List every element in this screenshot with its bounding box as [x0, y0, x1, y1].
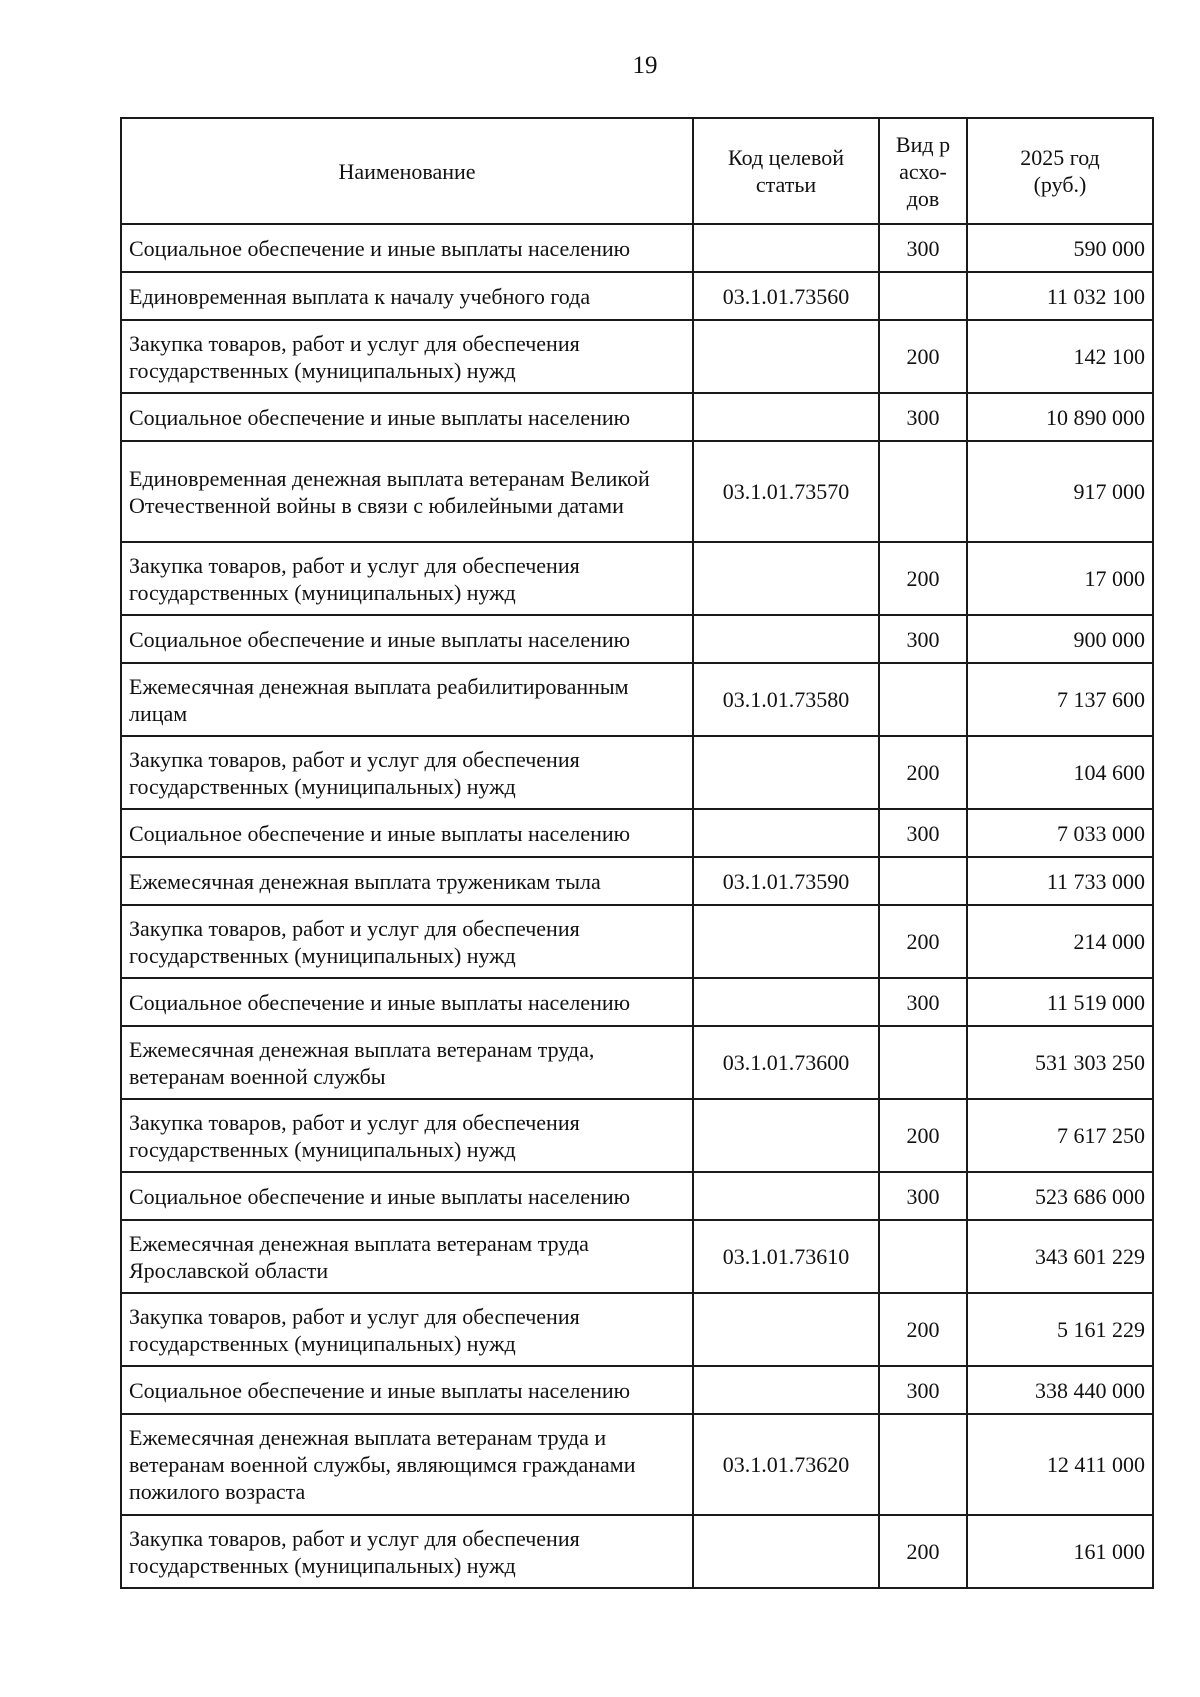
- row-type-cell: [879, 1220, 967, 1293]
- table-row: [121, 542, 1153, 615]
- row-name-cell: Закупка товаров, работ и услуг для обеспечения государственных (муниципальных) нужд: [121, 1515, 693, 1588]
- table-row: [121, 736, 1153, 809]
- row-type-cell: 200: [879, 1099, 967, 1172]
- row-code-cell: [693, 809, 879, 857]
- table-row: [121, 663, 1153, 736]
- row-type-cell: 200: [879, 736, 967, 809]
- table-row: [121, 320, 1153, 393]
- row-amount-cell: 5 161 229: [967, 1293, 1153, 1366]
- row-code-cell: 03.1.01.73610: [693, 1220, 879, 1293]
- table-row: [121, 224, 1153, 272]
- table-row: [121, 441, 1153, 542]
- table-row: [121, 978, 1153, 1026]
- header-amount-text: 2025 год (руб.): [1020, 145, 1100, 197]
- row-type-cell: [879, 857, 967, 905]
- row-type-cell: 300: [879, 615, 967, 663]
- table-row: [121, 1293, 1153, 1366]
- table-row: [121, 615, 1153, 663]
- row-code-cell: 03.1.01.73590: [693, 857, 879, 905]
- table-row: [121, 1220, 1153, 1293]
- row-name-cell: Социальное обеспечение и иные выплаты населению: [121, 224, 693, 272]
- row-type-cell: 300: [879, 809, 967, 857]
- row-code-cell: [693, 615, 879, 663]
- row-amount-cell: 10 890 000: [967, 393, 1153, 441]
- row-name-cell: Социальное обеспечение и иные выплаты населению: [121, 1366, 693, 1414]
- row-code-cell: [693, 1172, 879, 1220]
- row-name-cell: Социальное обеспечение и иные выплаты населению: [121, 1172, 693, 1220]
- row-name-cell: Социальное обеспечение и иные выплаты населению: [121, 393, 693, 441]
- table-row: [121, 1099, 1153, 1172]
- row-type-cell: 300: [879, 1366, 967, 1414]
- row-code-cell: [693, 542, 879, 615]
- row-name-cell: Закупка товаров, работ и услуг для обеспечения государственных (муниципальных) нужд: [121, 320, 693, 393]
- table-row: [121, 1026, 1153, 1099]
- table-row: [121, 1172, 1153, 1220]
- row-amount-cell: 590 000: [967, 224, 1153, 272]
- row-type-cell: 200: [879, 905, 967, 978]
- row-type-cell: [879, 441, 967, 542]
- table-row: [121, 1414, 1153, 1515]
- row-name-cell: Социальное обеспечение и иные выплаты населению: [121, 615, 693, 663]
- row-name-cell: Единовременная выплата к началу учебного года: [121, 272, 693, 320]
- header-type: [879, 118, 967, 224]
- header-type-text: Вид расхо-дов: [895, 131, 951, 211]
- table-row: [121, 1515, 1153, 1588]
- row-type-cell: 200: [879, 320, 967, 393]
- table-row: [121, 857, 1153, 905]
- row-code-cell: [693, 1515, 879, 1588]
- row-name-cell: Ежемесячная денежная выплата ветеранам труда, ветеранам военной службы: [121, 1026, 693, 1099]
- row-name-cell: Закупка товаров, работ и услуг для обеспечения государственных (муниципальных) нужд: [121, 1099, 693, 1172]
- row-name-cell: Закупка товаров, работ и услуг для обеспечения государственных (муниципальных) нужд: [121, 1293, 693, 1366]
- row-type-cell: 200: [879, 1293, 967, 1366]
- row-name-cell: Ежемесячная денежная выплата труженикам тыла: [121, 857, 693, 905]
- row-type-cell: [879, 663, 967, 736]
- row-name-cell: Ежемесячная денежная выплата реабилитированным лицам: [121, 663, 693, 736]
- row-name-cell: Закупка товаров, работ и услуг для обеспечения государственных (муниципальных) нужд: [121, 542, 693, 615]
- row-name-cell: Социальное обеспечение и иные выплаты населению: [121, 809, 693, 857]
- row-amount-cell: 11 519 000: [967, 978, 1153, 1026]
- budget-table: [120, 117, 1154, 1589]
- row-amount-cell: 11 733 000: [967, 857, 1153, 905]
- row-name-cell: Ежемесячная денежная выплата ветеранам труда и ветеранам военной службы, являющимся гражданами пожилого возраста: [121, 1414, 693, 1515]
- row-code-cell: [693, 224, 879, 272]
- row-code-cell: 03.1.01.73570: [693, 441, 879, 542]
- row-amount-cell: 7 137 600: [967, 663, 1153, 736]
- row-name-cell: Социальное обеспечение и иные выплаты населению: [121, 978, 693, 1026]
- row-name-cell: Закупка товаров, работ и услуг для обеспечения государственных (муниципальных) нужд: [121, 905, 693, 978]
- table-row: [121, 393, 1153, 441]
- row-amount-cell: 214 000: [967, 905, 1153, 978]
- row-code-cell: 03.1.01.73620: [693, 1414, 879, 1515]
- row-amount-cell: 338 440 000: [967, 1366, 1153, 1414]
- page-number: 19: [632, 52, 658, 79]
- row-type-cell: 200: [879, 542, 967, 615]
- header-code: [693, 118, 879, 224]
- row-amount-cell: 917 000: [967, 441, 1153, 542]
- table-row: [121, 1366, 1153, 1414]
- row-amount-cell: 161 000: [967, 1515, 1153, 1588]
- row-amount-cell: 531 303 250: [967, 1026, 1153, 1099]
- row-code-cell: [693, 1293, 879, 1366]
- table-row: [121, 809, 1153, 857]
- row-code-cell: [693, 320, 879, 393]
- row-code-cell: [693, 736, 879, 809]
- row-type-cell: [879, 1414, 967, 1515]
- row-code-cell: 03.1.01.73600: [693, 1026, 879, 1099]
- row-type-cell: 200: [879, 1515, 967, 1588]
- row-type-cell: 300: [879, 978, 967, 1026]
- row-code-cell: [693, 905, 879, 978]
- row-amount-cell: 900 000: [967, 615, 1153, 663]
- table-row: [121, 905, 1153, 978]
- row-type-cell: 300: [879, 1172, 967, 1220]
- row-amount-cell: 11 032 100: [967, 272, 1153, 320]
- row-type-cell: [879, 1026, 967, 1099]
- row-code-cell: [693, 1366, 879, 1414]
- row-code-cell: [693, 393, 879, 441]
- row-name-cell: Ежемесячная денежная выплата ветеранам труда Ярославской области: [121, 1220, 693, 1293]
- row-amount-cell: 104 600: [967, 736, 1153, 809]
- row-code-cell: [693, 1099, 879, 1172]
- row-amount-cell: 7 033 000: [967, 809, 1153, 857]
- table-row: [121, 272, 1153, 320]
- header-name: Наименование: [121, 118, 693, 224]
- row-code-cell: 03.1.01.73580: [693, 663, 879, 736]
- row-code-cell: [693, 978, 879, 1026]
- row-type-cell: 300: [879, 393, 967, 441]
- header-amount: [967, 118, 1153, 224]
- table-header-row: [121, 118, 1153, 224]
- row-amount-cell: 12 411 000: [967, 1414, 1153, 1515]
- row-code-cell: 03.1.01.73560: [693, 272, 879, 320]
- row-name-cell: Закупка товаров, работ и услуг для обеспечения государственных (муниципальных) нужд: [121, 736, 693, 809]
- row-amount-cell: 17 000: [967, 542, 1153, 615]
- row-type-cell: 300: [879, 224, 967, 272]
- row-type-cell: [879, 272, 967, 320]
- header-code-text: Код целевой статьи: [728, 145, 844, 197]
- row-amount-cell: 343 601 229: [967, 1220, 1153, 1293]
- row-amount-cell: 523 686 000: [967, 1172, 1153, 1220]
- row-amount-cell: 7 617 250: [967, 1099, 1153, 1172]
- row-name-cell: Единовременная денежная выплата ветеранам Великой Отечественной войны в связи с юбилейными датами: [121, 441, 693, 542]
- row-amount-cell: 142 100: [967, 320, 1153, 393]
